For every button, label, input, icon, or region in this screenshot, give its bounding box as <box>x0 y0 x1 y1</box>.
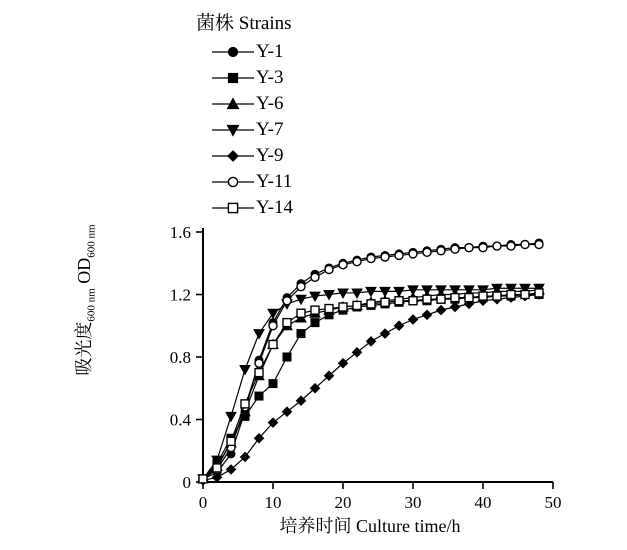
marker-square-open <box>409 297 417 305</box>
series-Y-3 <box>199 291 543 483</box>
marker-square-open <box>493 292 501 300</box>
marker-square-open <box>255 369 263 377</box>
marker-diamond-filled <box>436 306 445 315</box>
marker-square-open <box>213 464 221 472</box>
marker-square-open <box>535 289 543 297</box>
marker-square-open <box>367 300 375 308</box>
marker-square-open <box>423 295 431 303</box>
marker-square-open <box>521 291 529 299</box>
marker-square-open <box>199 475 207 483</box>
y-tick-label: 1.6 <box>169 223 191 242</box>
legend-label: Y-11 <box>256 171 293 192</box>
marker-circle-open <box>479 244 487 252</box>
data-series-group <box>198 239 544 485</box>
marker-circle-open <box>507 242 515 250</box>
marker-circle-open <box>381 253 389 261</box>
legend-label: Y-7 <box>256 119 284 140</box>
marker-circle-open <box>325 266 333 274</box>
series-Y-6 <box>198 285 544 483</box>
marker-square-open <box>227 437 235 445</box>
marker-diamond-filled <box>394 321 403 330</box>
marker-circle-open <box>521 241 529 249</box>
legend-label: Y-3 <box>256 67 284 88</box>
y-tick-label: 0.8 <box>169 348 191 367</box>
marker-square-filled <box>311 319 319 327</box>
marker-circle-open <box>339 261 347 269</box>
marker-square-filled <box>297 330 305 338</box>
marker-square-open <box>381 298 389 306</box>
marker-diamond-filled <box>422 310 431 319</box>
marker-square-open <box>269 341 277 349</box>
marker-circle-open <box>409 250 417 258</box>
marker-circle-open <box>283 297 291 305</box>
marker-triangle-down-filled <box>254 330 264 339</box>
marker-triangle-down-filled <box>240 366 250 375</box>
marker-circle-open <box>423 248 431 256</box>
marker-square-open <box>437 295 445 303</box>
series-Y-14 <box>199 289 543 483</box>
marker-square-open <box>451 294 459 302</box>
marker-square-open <box>479 292 487 300</box>
marker-circle-open <box>535 241 543 249</box>
marker-diamond-filled <box>408 315 417 324</box>
marker-circle-open <box>493 242 501 250</box>
x-tick-label: 30 <box>404 493 422 512</box>
marker-square-open <box>507 291 515 299</box>
y-tick-label: 1.2 <box>169 285 191 305</box>
marker-square-open <box>465 294 473 302</box>
x-tick-label: 0 <box>198 493 208 512</box>
series-Y-11 <box>199 241 543 483</box>
marker-square-filled <box>283 353 291 361</box>
x-tick-label: 10 <box>264 493 282 512</box>
marker-circle-open <box>353 258 361 266</box>
marker-square-open <box>283 319 291 327</box>
marker-square-open <box>297 309 305 317</box>
marker-square-open <box>325 305 333 313</box>
series-Y-7 <box>198 284 544 484</box>
legend-title: 菌株 Strains <box>196 13 292 34</box>
legend-label: Y-6 <box>256 93 284 114</box>
x-tick-label: 20 <box>334 493 352 512</box>
marker-triangle-down-filled <box>296 295 306 304</box>
marker-square-filled <box>255 392 263 400</box>
y-axis-title-en-sub: 600 nm <box>85 224 98 258</box>
marker-square-open <box>311 306 319 314</box>
legend-label: Y-14 <box>256 197 293 218</box>
y-axis-title-en: OD <box>74 257 94 284</box>
y-axis-title <box>70 170 98 430</box>
marker-square-open <box>353 301 361 309</box>
marker-circle-open <box>297 283 305 291</box>
x-axis-title: 培养时间 Culture time/h <box>279 516 461 536</box>
marker-diamond-filled <box>380 329 389 338</box>
y-axis-title-cn-sub: 600 nm <box>85 288 98 322</box>
marker-circle-open <box>367 255 375 263</box>
marker-circle-open <box>437 247 445 255</box>
legend-label: Y-9 <box>256 145 284 166</box>
marker-square-filled <box>269 380 277 388</box>
marker-circle-open <box>311 273 319 281</box>
marker-circle-open <box>465 244 473 252</box>
marker-circle-open <box>451 245 459 253</box>
marker-triangle-down-filled <box>226 412 236 421</box>
marker-circle-open <box>395 251 403 259</box>
marker-circle-open <box>269 322 277 330</box>
x-tick-label: 40 <box>474 493 492 512</box>
y-tick-label: 0.4 <box>169 410 191 430</box>
legend-label: Y-1 <box>256 41 284 62</box>
y-tick-label: 0 <box>182 473 191 492</box>
series-Y-9 <box>198 290 543 485</box>
marker-square-open <box>339 303 347 311</box>
marker-square-open <box>241 400 249 408</box>
marker-diamond-filled <box>450 302 459 311</box>
x-tick-label: 50 <box>544 493 562 512</box>
series-Y-1 <box>199 239 543 483</box>
marker-square-open <box>395 297 403 305</box>
y-axis-title-cn: 吸光度 <box>74 321 94 376</box>
